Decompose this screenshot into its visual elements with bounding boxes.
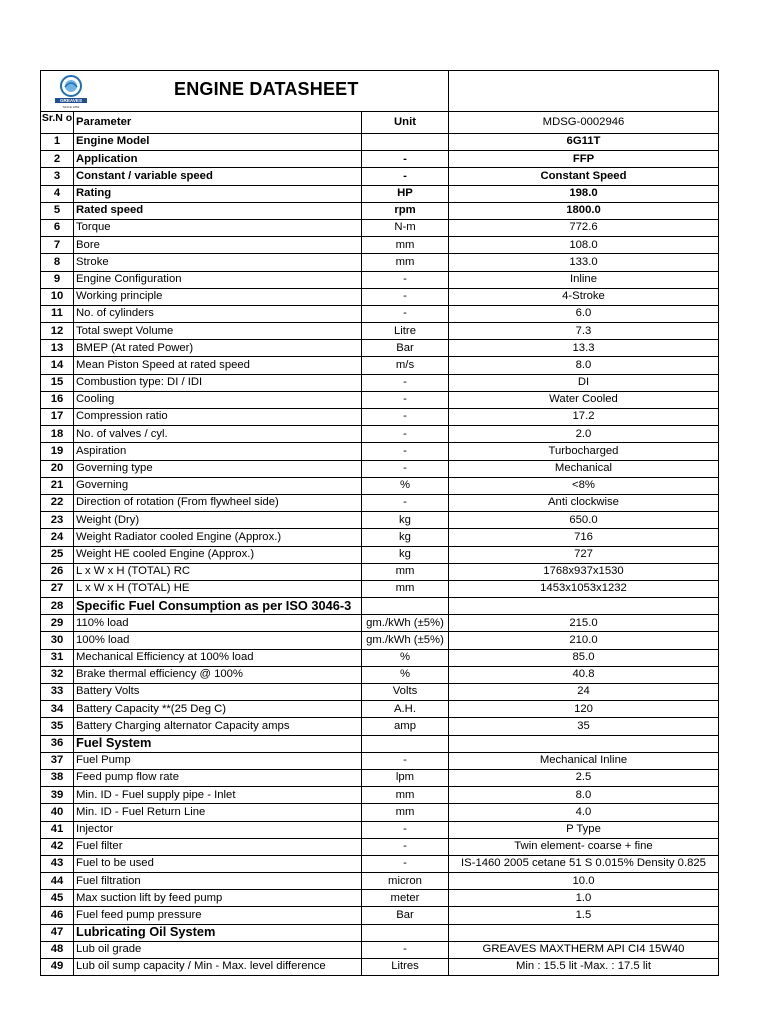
header-empty-cell <box>449 71 718 111</box>
table-row <box>40 684 719 701</box>
parameter-cell: Specific Fuel Consumption as per ISO 3046-3 <box>74 598 362 614</box>
table-row <box>40 718 719 735</box>
parameter-cell: Aspiration <box>74 443 362 459</box>
row-number: 43 <box>41 856 74 872</box>
row-number: 8 <box>41 254 74 270</box>
value-cell: 40.8 <box>572 668 595 681</box>
parameter-cell: Cooling <box>74 392 362 408</box>
table-row <box>40 787 719 804</box>
unit-cell: % <box>362 667 449 683</box>
table-row <box>40 409 719 426</box>
unit-cell: Bar <box>362 907 449 923</box>
table-row <box>40 959 719 976</box>
row-number: 12 <box>41 323 74 339</box>
unit-cell: - <box>362 443 449 459</box>
unit-cell: N-m <box>362 220 449 236</box>
row-number: 35 <box>41 718 74 734</box>
parameter-cell: Min. ID - Fuel Return Line <box>74 804 362 820</box>
parameter-cell: Battery Charging alternator Capacity amps <box>74 718 362 734</box>
parameter-cell: Fuel System <box>74 736 362 752</box>
value-cell: 7.3 <box>575 324 592 337</box>
parameter-cell: Bore <box>74 237 362 253</box>
header-parameter: Parameter <box>74 112 362 133</box>
row-number: 37 <box>41 753 74 769</box>
unit-cell: meter <box>362 890 449 906</box>
value-cell: 2.5 <box>575 771 592 784</box>
unit-cell: mm <box>362 564 449 580</box>
unit-cell: kg <box>362 547 449 563</box>
table-row <box>40 942 719 959</box>
unit-cell: Bar <box>362 340 449 356</box>
unit-cell <box>362 736 449 752</box>
value-cell: 198.0 <box>569 187 598 199</box>
table-row <box>40 168 719 185</box>
value-cell: 2.0 <box>575 427 592 440</box>
table-row <box>40 804 719 821</box>
parameter-cell: Torque <box>74 220 362 236</box>
table-row <box>40 220 719 237</box>
table-row <box>40 581 719 598</box>
parameter-cell: Working principle <box>74 289 362 305</box>
parameter-cell: Rating <box>74 186 362 202</box>
header-sn: Sr.N o <box>41 112 74 133</box>
row-number: 6 <box>41 220 74 236</box>
table-row <box>40 357 719 374</box>
value-cell: 716 <box>574 530 593 543</box>
parameter-cell: Fuel feed pump pressure <box>74 907 362 923</box>
parameter-cell: Constant / variable speed <box>74 168 362 184</box>
parameter-cell: Engine Model <box>74 134 362 150</box>
greaves-logo <box>51 74 91 110</box>
unit-cell: mm <box>362 581 449 597</box>
row-number: 27 <box>41 581 74 597</box>
table-row <box>40 323 719 340</box>
row-number: 46 <box>41 907 74 923</box>
table-row <box>40 375 719 392</box>
parameter-cell: Weight HE cooled Engine (Approx.) <box>74 547 362 563</box>
sheet-header <box>40 70 719 112</box>
table-row <box>40 512 719 529</box>
unit-cell: - <box>362 392 449 408</box>
parameter-cell: Lub oil sump capacity / Min - Max. level difference <box>74 959 362 975</box>
unit-cell <box>362 598 449 614</box>
row-number: 41 <box>41 822 74 838</box>
unit-cell: lpm <box>362 770 449 786</box>
value-cell: 133.0 <box>569 255 598 268</box>
unit-cell: mm <box>362 787 449 803</box>
parameter-cell: Battery Volts <box>74 684 362 700</box>
unit-cell: - <box>362 168 449 184</box>
table-row <box>40 495 719 512</box>
value-cell: Mechanical <box>554 462 613 474</box>
row-number: 40 <box>41 804 74 820</box>
parameter-cell: Governing <box>74 478 362 494</box>
engine-datasheet <box>40 70 719 976</box>
unit-cell: - <box>362 942 449 958</box>
table-row <box>40 856 719 873</box>
parameter-cell: Weight Radiator cooled Engine (Approx.) <box>74 529 362 545</box>
parameter-cell: Fuel filter <box>74 839 362 855</box>
unit-cell: amp <box>362 718 449 734</box>
unit-cell: kg <box>362 529 449 545</box>
table-row <box>40 529 719 546</box>
unit-cell: - <box>362 461 449 477</box>
parameter-cell: 110% load <box>74 615 362 631</box>
parameter-cell: Direction of rotation (From flywheel side) <box>74 495 362 511</box>
row-number: 42 <box>41 839 74 855</box>
row-number: 30 <box>41 632 74 648</box>
value-cell: 6.0 <box>575 307 592 320</box>
table-row <box>40 340 719 357</box>
svg-text:GREAVES: GREAVES <box>59 98 83 104</box>
unit-cell: mm <box>362 237 449 253</box>
value-cell: 210.0 <box>569 633 598 646</box>
value-cell: 120 <box>574 702 593 715</box>
value-cell: <8% <box>572 479 595 492</box>
row-number: 17 <box>41 409 74 425</box>
value-cell: 1.5 <box>575 908 592 921</box>
value-cell: 24 <box>577 685 590 698</box>
datasheet-table <box>40 112 719 976</box>
table-row <box>40 151 719 168</box>
parameter-cell: Min. ID - Fuel supply pipe - Inlet <box>74 787 362 803</box>
unit-cell: % <box>362 650 449 666</box>
value-cell: 727 <box>574 547 593 560</box>
unit-cell: - <box>362 375 449 391</box>
header-title-cell <box>41 71 449 111</box>
parameter-cell: Fuel Pump <box>74 753 362 769</box>
row-number: 48 <box>41 942 74 958</box>
value-cell: 215.0 <box>569 616 598 629</box>
row-number: 1 <box>41 134 74 150</box>
value-cell: 772.6 <box>569 221 598 234</box>
row-number: 20 <box>41 461 74 477</box>
unit-cell: gm./kWh (±5%) <box>362 632 449 648</box>
value-cell: 35 <box>577 719 590 732</box>
table-row <box>40 254 719 271</box>
unit-cell: mm <box>362 804 449 820</box>
column-header-row <box>40 112 719 134</box>
unit-cell: - <box>362 272 449 288</box>
unit-cell: gm./kWh (±5%) <box>362 615 449 631</box>
value-cell: Mechanical Inline <box>539 754 628 767</box>
row-number: 36 <box>41 736 74 752</box>
parameter-cell: Engine Configuration <box>74 272 362 288</box>
row-number: 3 <box>41 168 74 184</box>
parameter-cell: Combustion type: DI / IDI <box>74 375 362 391</box>
section-row <box>40 925 719 942</box>
parameter-cell: Mean Piston Speed at rated speed <box>74 357 362 373</box>
parameter-cell: 100% load <box>74 632 362 648</box>
value-cell: GREAVES MAXTHERM API CI4 15W40 <box>482 943 685 956</box>
row-number: 47 <box>41 925 74 941</box>
unit-cell: A.H. <box>362 701 449 717</box>
unit-cell: - <box>362 856 449 872</box>
parameter-cell: Mechanical Efficiency at 100% load <box>74 650 362 666</box>
table-row <box>40 443 719 460</box>
parameter-cell: Brake thermal efficiency @ 100% <box>74 667 362 683</box>
row-number: 39 <box>41 787 74 803</box>
parameter-cell: Battery Capacity **(25 Deg C) <box>74 701 362 717</box>
row-number: 45 <box>41 890 74 906</box>
unit-cell: - <box>362 822 449 838</box>
parameter-cell: Rated speed <box>74 203 362 219</box>
parameter-cell: Max suction lift by feed pump <box>74 890 362 906</box>
unit-cell: Litres <box>362 959 449 975</box>
unit-cell: mm <box>362 254 449 270</box>
value-cell: 8.0 <box>575 358 592 371</box>
table-row <box>40 272 719 289</box>
table-row <box>40 134 719 151</box>
parameter-cell: L x W x H (TOTAL) RC <box>74 564 362 580</box>
row-number: 24 <box>41 529 74 545</box>
table-row <box>40 770 719 787</box>
table-row <box>40 701 719 718</box>
row-number: 19 <box>41 443 74 459</box>
parameter-cell: Lubricating Oil System <box>74 925 362 941</box>
header-model-number: MDSG-0002946 <box>542 115 625 128</box>
row-number: 34 <box>41 701 74 717</box>
parameter-cell: No. of valves / cyl. <box>74 426 362 442</box>
table-row <box>40 667 719 684</box>
table-row <box>40 650 719 667</box>
unit-cell: - <box>362 426 449 442</box>
section-row <box>40 598 719 615</box>
value-cell: Min : 15.5 lit -Max. : 17.5 lit <box>516 960 651 973</box>
value-cell: Water Cooled <box>549 393 618 406</box>
unit-cell: - <box>362 753 449 769</box>
value-cell: 6G11T <box>566 135 601 148</box>
row-number: 28 <box>41 598 74 614</box>
unit-cell: - <box>362 151 449 167</box>
unit-cell: m/s <box>362 357 449 373</box>
unit-cell: micron <box>362 873 449 889</box>
parameter-cell: Feed pump flow rate <box>74 770 362 786</box>
table-row <box>40 186 719 203</box>
table-row <box>40 753 719 770</box>
row-number: 11 <box>41 306 74 322</box>
value-cell: Twin element- coarse + fine <box>514 840 653 853</box>
table-row <box>40 615 719 632</box>
value-cell: Inline <box>569 272 597 285</box>
unit-cell <box>362 134 449 150</box>
table-row <box>40 237 719 254</box>
parameter-cell: Fuel filtration <box>74 873 362 889</box>
value-cell <box>449 736 718 752</box>
table-row <box>40 873 719 890</box>
value-cell: 17.2 <box>572 410 595 423</box>
unit-cell: - <box>362 409 449 425</box>
parameter-cell: Weight (Dry) <box>74 512 362 528</box>
value-cell: 13.3 <box>572 341 595 354</box>
unit-cell: - <box>362 839 449 855</box>
table-row <box>40 839 719 856</box>
value-cell: Turbocharged <box>548 444 619 457</box>
row-number: 5 <box>41 203 74 219</box>
row-number: 18 <box>41 426 74 442</box>
value-cell <box>449 925 718 941</box>
table-row <box>40 632 719 649</box>
parameter-cell: BMEP (At rated Power) <box>74 340 362 356</box>
row-number: 13 <box>41 340 74 356</box>
unit-cell: rpm <box>362 203 449 219</box>
table-row <box>40 822 719 839</box>
page-title: ENGINE DATASHEET <box>174 79 359 99</box>
value-cell: FFP <box>572 152 595 165</box>
row-number: 15 <box>41 375 74 391</box>
value-cell: 8.0 <box>575 788 592 801</box>
row-number: 33 <box>41 684 74 700</box>
row-number: 44 <box>41 873 74 889</box>
table-row <box>40 890 719 907</box>
parameter-cell: L x W x H (TOTAL) HE <box>74 581 362 597</box>
value-cell: IS-1460 2005 cetane 51 S 0.015% Density 0.825 <box>461 857 706 870</box>
unit-cell: Volts <box>362 684 449 700</box>
row-number: 9 <box>41 272 74 288</box>
row-number: 7 <box>41 237 74 253</box>
row-number: 49 <box>41 959 74 975</box>
row-number: 25 <box>41 547 74 563</box>
row-number: 22 <box>41 495 74 511</box>
row-number: 29 <box>41 615 74 631</box>
unit-cell <box>362 925 449 941</box>
row-number: 2 <box>41 151 74 167</box>
value-cell: Constant Speed <box>540 169 627 182</box>
unit-cell: - <box>362 306 449 322</box>
unit-cell: - <box>362 495 449 511</box>
greaves-logo-icon <box>51 74 91 110</box>
parameter-cell: Application <box>74 151 362 167</box>
table-row <box>40 547 719 564</box>
value-cell: 108.0 <box>569 238 598 251</box>
parameter-cell: Total swept Volume <box>74 323 362 339</box>
unit-cell: Litre <box>362 323 449 339</box>
table-row <box>40 564 719 581</box>
value-cell <box>449 598 718 614</box>
svg-text:SINCE 1859: SINCE 1859 <box>62 105 80 109</box>
table-row <box>40 392 719 409</box>
value-cell: 650.0 <box>569 513 598 526</box>
value-cell: Anti clockwise <box>548 496 619 509</box>
row-number: 32 <box>41 667 74 683</box>
table-row <box>40 306 719 323</box>
row-number: 4 <box>41 186 74 202</box>
value-cell: 10.0 <box>572 874 595 887</box>
table-row <box>40 461 719 478</box>
parameter-cell: Governing type <box>74 461 362 477</box>
unit-cell: % <box>362 478 449 494</box>
value-cell: P Type <box>566 822 601 835</box>
parameter-cell: No. of cylinders <box>74 306 362 322</box>
table-row <box>40 203 719 220</box>
row-number: 14 <box>41 357 74 373</box>
table-row <box>40 478 719 495</box>
table-row <box>40 907 719 924</box>
table-row <box>40 289 719 306</box>
unit-cell: kg <box>362 512 449 528</box>
value-cell: 1800.0 <box>566 204 601 217</box>
section-row <box>40 736 719 753</box>
value-cell: DI <box>577 376 590 389</box>
row-number: 31 <box>41 650 74 666</box>
value-cell: 85.0 <box>572 651 595 664</box>
value-cell: 1453x1053x1232 <box>540 582 627 595</box>
parameter-cell: Lub oil grade <box>74 942 362 958</box>
value-cell: 4.0 <box>575 805 592 818</box>
parameter-cell: Stroke <box>74 254 362 270</box>
value-cell: 1768x937x1530 <box>543 565 624 578</box>
row-number: 10 <box>41 289 74 305</box>
row-number: 16 <box>41 392 74 408</box>
value-cell: 1.0 <box>575 891 592 904</box>
row-number: 23 <box>41 512 74 528</box>
row-number: 21 <box>41 478 74 494</box>
parameter-cell: Injector <box>74 822 362 838</box>
row-number: 38 <box>41 770 74 786</box>
header-unit: Unit <box>362 112 449 133</box>
unit-cell: HP <box>362 186 449 202</box>
unit-cell: - <box>362 289 449 305</box>
parameter-cell: Compression ratio <box>74 409 362 425</box>
parameter-cell: Fuel to be used <box>74 856 362 872</box>
table-row <box>40 426 719 443</box>
value-cell: 4-Stroke <box>562 290 605 303</box>
row-number: 26 <box>41 564 74 580</box>
